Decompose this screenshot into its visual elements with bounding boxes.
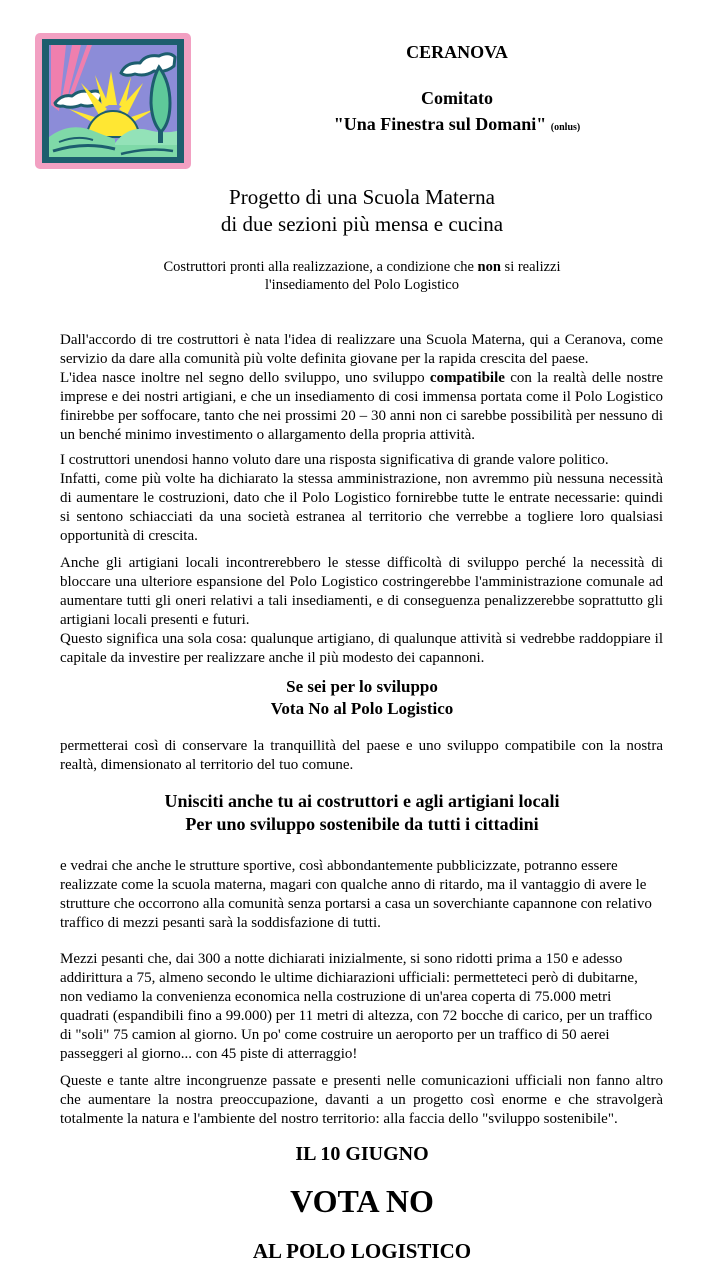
vote-no-headline: VOTA NO	[290, 1183, 434, 1219]
slogan2-line-1: Unisciti anche tu ai costruttori e agli artigiani locali	[164, 791, 560, 811]
sunrise-logo	[35, 33, 191, 169]
artisans-block	[60, 554, 663, 668]
builders-paragraph-2: Infatti, come più volte ha dichiarato la stessa amministrazione, non avremmo più nessuna necessità di aumentare le costruzioni, dato che il Polo Logistico fornirebbe tutte le entrate necessarie: quindi si sentono schiacciati da una società estranea al territorio che verrebbe a togliere loro qualsiasi opportunità di crescita.	[60, 471, 663, 544]
sunrise-logo-svg	[35, 33, 191, 169]
header	[190, 41, 724, 139]
subtitle-line-2: l'insediamento del Polo Logistico	[265, 277, 459, 293]
committee-suffix: (onlus)	[550, 122, 581, 133]
intro-bold-compatibile: compatibile	[429, 370, 505, 386]
after-slogan1-paragraph: permetterai così di conservare la tranquillità del paese e uno sviluppo compatibile con la nostra realtà, dimensionato al territorio del tuo comune.	[60, 738, 663, 773]
title-line-1: Progetto di una Scuola Materna	[229, 185, 495, 209]
town-name: CERANOVA	[406, 42, 508, 62]
intro-block	[60, 331, 663, 445]
vote-date: IL 10 GIUGNO	[295, 1143, 429, 1165]
slogan2-line-2: Per uno sviluppo sostenibile da tutti i cittadini	[185, 814, 539, 834]
committee-name: "Una Finestra sul Domani"	[333, 114, 547, 134]
builders-block	[60, 451, 663, 546]
concerns-block	[60, 1072, 663, 1129]
subtitle-text-before: Costruttori pronti alla realizzazione, a condizione che	[163, 259, 478, 275]
vote-target: AL POLO LOGISTICO	[252, 1239, 472, 1263]
intro-p2-before: L'idea nasce inoltre nel segno dello sviluppo, uno sviluppo	[60, 370, 430, 386]
committee-name-line	[190, 113, 724, 139]
artisans-paragraph-1: Anche gli artigiani locali incontrerebbero le stesse difficoltà di sviluppo perché la necessità di bloccare una ulteriore espansione del Polo Logistico costringerebbe l'amministrazione comunale ad aumentare tutti gli oneri relativi a tali insediamenti, e di conseguenza penalizzerebbe soprattutto gli artigiani locali presenti e futuri.	[60, 555, 663, 628]
after-slogan1-block	[60, 737, 663, 775]
page-title	[0, 184, 724, 238]
concerns-paragraph: Queste e tante altre incongruenze passate e presenti nelle comunicazioni ufficiali non fanno altro che aumentare la nostra preoccupazione, davanti a un progetto così enorme e che stravolgerà totalmente la natura e l'ambiente del nostro territorio: alla faccia dello "sviluppo sostenibile".	[60, 1073, 663, 1127]
intro-paragraph-2	[60, 369, 663, 445]
benefits-paragraph: e vedrai che anche le strutture sportive, così abbondantemente pubblicizzate, potranno essere realizzate come la scuola materna, magari con qualche anno di ritardo, ma il vantaggio di avere le strutture che occorrono alla comunità senza portarsi a casa un soverchiante capannone con relativo traffico di mezzi pesanti sarà la soddisfazione di tutti.	[60, 858, 652, 931]
slogan-development	[0, 676, 724, 720]
subtitle-line-1	[0, 258, 724, 276]
committee-label: Comitato	[421, 88, 493, 108]
subtitle	[0, 258, 724, 294]
slogan1-line-2: Vota No al Polo Logistico	[270, 699, 454, 718]
subtitle-text-after: si realizzi	[500, 259, 561, 275]
subtitle-bold-non: non	[477, 259, 501, 275]
slogan-join	[0, 790, 724, 836]
title-line-2: di due sezioni più mensa e cucina	[220, 212, 504, 236]
intro-paragraph-1: Dall'accordo di tre costruttori è nata l'idea di realizzare una Scuola Materna, qui a Ceranova, come servizio da dare alla comunità più volte definita giovane per la rapida crescita del paese.	[60, 332, 663, 367]
intro-p2-after: con la realtà delle nostre imprese e dei nostri artigiani, e che un insediamento di cosi immensa portata come il Polo Logistico finirebbe per soffocare, tanto che nei prossimi 20 – 30 anni non ci sarebbe possibilità per nessuno di un benché minimo investimento o allargamento della propria attività.	[60, 370, 663, 443]
trucks-paragraph: Mezzi pesanti che, dai 300 a notte dichiarati inizialmente, si sono ridotti prima a 150 e adesso addirittura a 75, almeno secondo le ultime dichiarazioni ufficiali: permetteteci però di dubitarne, non vediamo la convenienza economica nella costruzione di un'area coperta di 75.000 metri quadrati (espandibili fino a 99.000) per 11 metri di altezza, con 72 bocche di carico, per un traffico di "soli" 75 camion al giorno. Un po' come costruire un aeroporto per un traffico di 50 aerei passeggeri al giorno... con 45 piste di atterraggio!	[60, 951, 653, 1062]
slogan1-line-1: Se sei per lo sviluppo	[286, 677, 438, 696]
artisans-paragraph-2: Questo significa una sola cosa: qualunque artigiano, di qualunque attività si vedrebbe raddoppiare il capitale da investire per realizzare anche il più modesto dei capannoni.	[60, 631, 663, 666]
benefits-block	[60, 857, 663, 933]
builders-paragraph-1: I costruttori unendosi hanno voluto dare una risposta significativa di grande valore politico.	[60, 452, 609, 468]
trucks-block	[60, 950, 663, 1064]
